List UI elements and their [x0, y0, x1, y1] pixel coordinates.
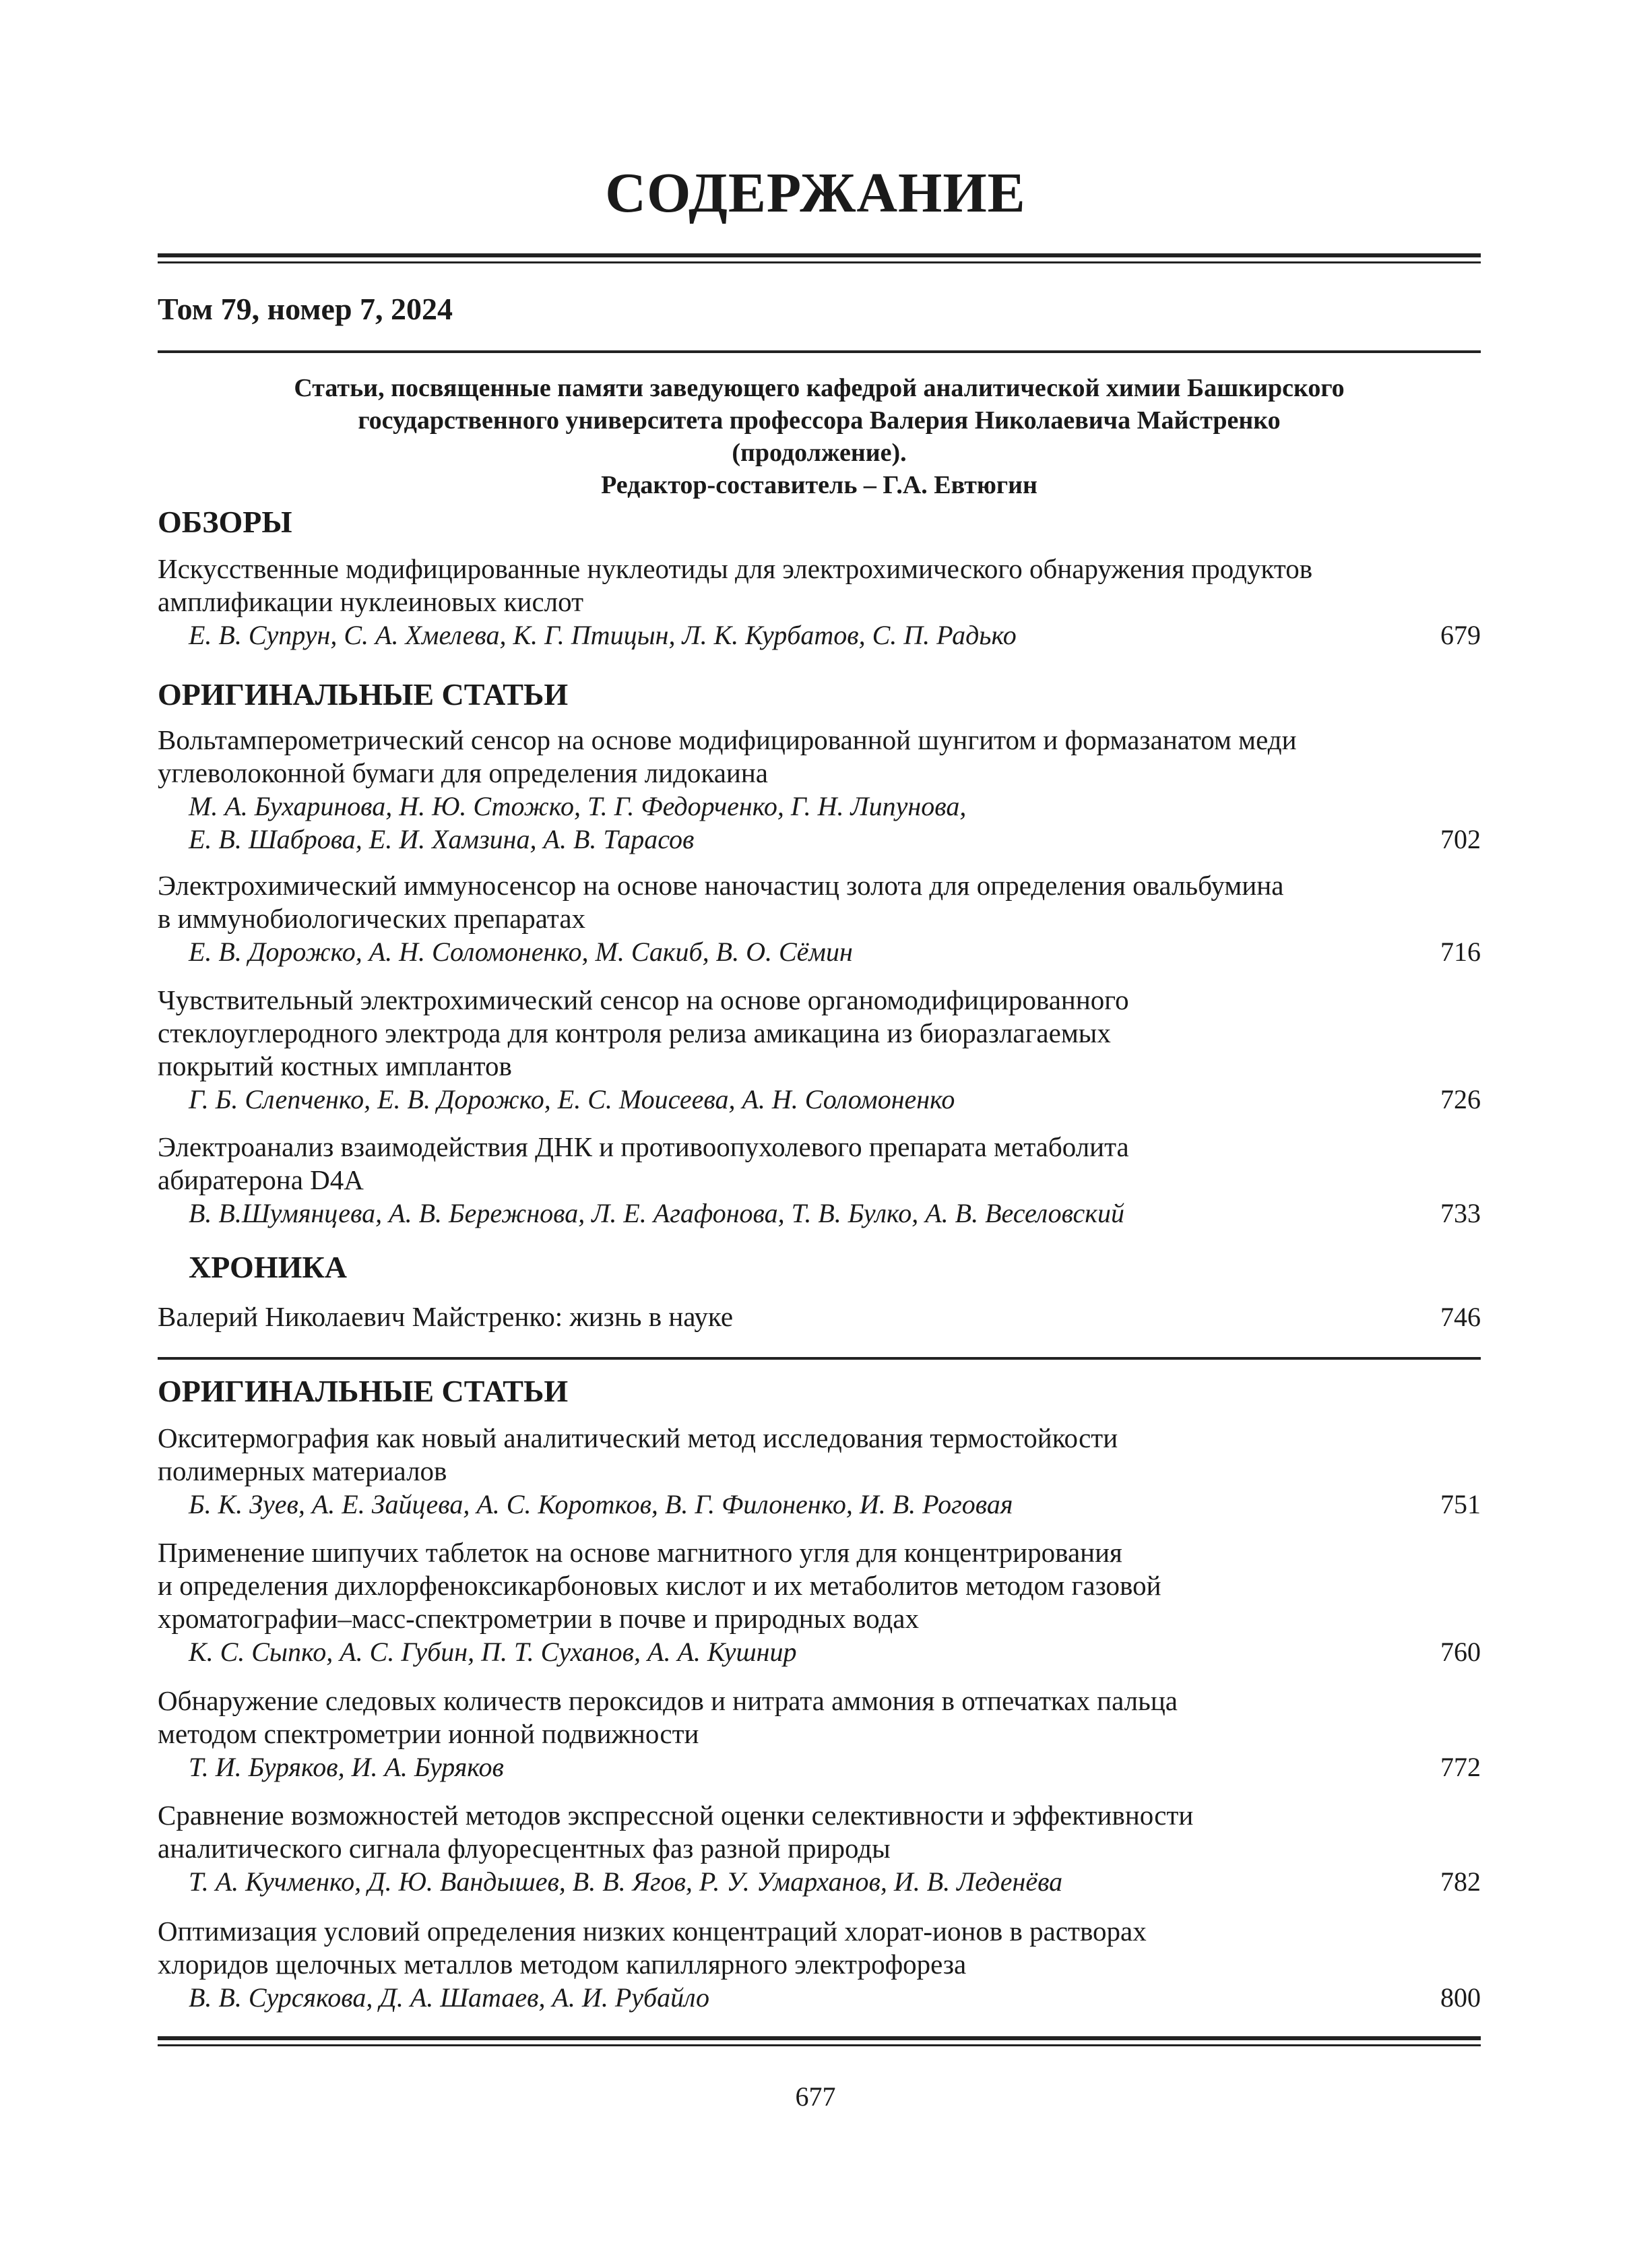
toc-entry[interactable] [158, 984, 1481, 1116]
entry-title: Искусственные модифицированные нуклеотиды для электрохимического обнаружения продуктов амплификации нуклеиновых кислот [158, 553, 1313, 617]
entry-title: Вольтамперометрический сенсор на основе модифицированной шунгитом и формазанатом меди углеволоконной бумаги для определения лидокаина [158, 724, 1297, 788]
footer-page-number: 677 [795, 2081, 836, 2112]
section-heading-original-articles: ОРИГИНАЛЬНЫЕ СТАТЬИ [158, 677, 569, 712]
toc-entry[interactable] [158, 1915, 1481, 2014]
entry-title: Электрохимический иммуносенсор на основе наночастиц золота для определения овальбумина в иммунобиологических препаратах [158, 870, 1284, 934]
top-double-rule [158, 253, 1481, 264]
entry-authors: В. В.Шумянцева, А. В. Бережнова, Л. Е. Агафонова, Т. В. Булко, А. В. Веселовский [189, 1198, 1124, 1228]
dedication-line: государственного университета профессора Валерия Николаевича Майстренко [358, 406, 1281, 435]
entry-title: Электроанализ взаимодействия ДНК и противоопухолевого препарата метаболита абиратерона D4A [158, 1131, 1129, 1195]
toc-entry[interactable] [158, 1300, 1481, 1333]
entry-title: Чувствительный электрохимический сенсор на основе органомодифицированного стеклоуглеродного электрода для контроля релиза амикацина из биоразлагаемых покрытий костных имплантов [158, 984, 1129, 1081]
entry-page-number: 746 [1440, 1302, 1481, 1332]
section-divider-rule [158, 1357, 1481, 1360]
entry-authors: Б. К. Зуев, А. Е. Зайцева, А. С. Коротков, В. Г. Филоненко, И. В. Роговая [189, 1489, 1013, 1519]
toc-entry[interactable] [158, 869, 1481, 968]
entry-page-number: 733 [1440, 1198, 1481, 1228]
toc-entry[interactable] [158, 1131, 1481, 1230]
entry-page-number: 716 [1440, 937, 1481, 967]
entry-title: Обнаружение следовых количеств пероксидов и нитрата аммония в отпечатках пальца методом спектрометрии ионной подвижности [158, 1685, 1178, 1749]
entry-authors: М. А. Бухаринова, Н. Ю. Стожко, Т. Г. Федорченко, Г. Н. Липунова, Е. В. Шаброва, Е. И. Хамзина, А. В. Тарасов [189, 791, 967, 854]
volume-rule [158, 350, 1481, 353]
toc-entry[interactable] [158, 724, 1481, 856]
entry-page-number: 679 [1440, 620, 1481, 650]
section-heading-original-articles: ОРИГИНАЛЬНЫЕ СТАТЬИ [158, 1374, 569, 1408]
toc-entry[interactable] [158, 1799, 1481, 1898]
entry-page-number: 800 [1440, 1982, 1481, 2013]
entry-title: Валерий Николаевич Майстренко: жизнь в науке [158, 1301, 734, 1332]
entry-page-number: 782 [1440, 1866, 1481, 1897]
entry-authors: К. С. Сыпко, А. С. Губин, П. Т. Суханов, А. А. Кушнир [189, 1637, 797, 1667]
entry-authors: Г. Б. Слепченко, Е. В. Дорожко, Е. С. Моисеева, А. Н. Соломоненко [189, 1084, 955, 1114]
toc-entry[interactable] [158, 1422, 1481, 1521]
volume-issue-heading: Том 79, номер 7, 2024 [158, 292, 453, 326]
entry-authors: Е. В. Дорожко, А. Н. Соломоненко, М. Сакиб, В. О. Сёмин [189, 937, 853, 967]
toc-entry[interactable] [158, 1684, 1481, 1784]
entry-page-number: 760 [1440, 1637, 1481, 1667]
entry-page-number: 726 [1440, 1084, 1481, 1114]
dedication-line: Статьи, посвященные памяти заведующего кафедрой аналитической химии Башкирского [294, 374, 1345, 402]
bottom-double-rule [158, 2036, 1481, 2047]
toc-entry[interactable] [158, 1536, 1481, 1668]
entry-title: Применение шипучих таблеток на основе магнитного угля для концентрирования и определения дихлорфеноксикарбоновых кислот и их метаболитов методом газовой хроматографии–масс-спектрометрии в почве и природных водах [158, 1537, 1161, 1634]
section-heading-reviews: ОБЗОРЫ [158, 505, 292, 539]
entry-page-number: 751 [1440, 1489, 1481, 1519]
entry-title: Сравнение возможностей методов экспрессной оценки селективности и эффективности аналитического сигнала флуоресцентных фаз разной природы [158, 1800, 1194, 1864]
toc-entry[interactable] [158, 553, 1481, 652]
entry-authors: Т. А. Кучменко, Д. Ю. Вандышев, В. В. Ягов, Р. У. Умарханов, И. В. Леденёва [189, 1866, 1063, 1897]
entry-title: Оптимизация условий определения низких концентраций хлорат-ионов в растворах хлоридов щелочных металлов методом капиллярного электрофореза [158, 1916, 1147, 1980]
dedication-editor: Редактор-составитель – Г.А. Евтюгин [601, 471, 1037, 499]
dedication-block [158, 372, 1481, 501]
entry-authors: Т. И. Буряков, И. А. Буряков [189, 1752, 504, 1782]
entry-authors: В. В. Сурсякова, Д. А. Шатаев, А. И. Рубайло [189, 1982, 710, 2013]
page-title: СОДЕРЖАНИЕ [605, 162, 1026, 224]
entry-page-number: 702 [1440, 824, 1481, 854]
entry-title: Окситермография как новый аналитический метод исследования термостойкости полимерных материалов [158, 1422, 1118, 1486]
dedication-line: (продолжение). [732, 439, 907, 467]
section-heading-chronicle: ХРОНИКА [189, 1250, 347, 1284]
entry-page-number: 772 [1440, 1752, 1481, 1782]
entry-authors: Е. В. Супрун, С. А. Хмелева, К. Г. Птицын, Л. К. Курбатов, С. П. Радько [189, 620, 1017, 650]
